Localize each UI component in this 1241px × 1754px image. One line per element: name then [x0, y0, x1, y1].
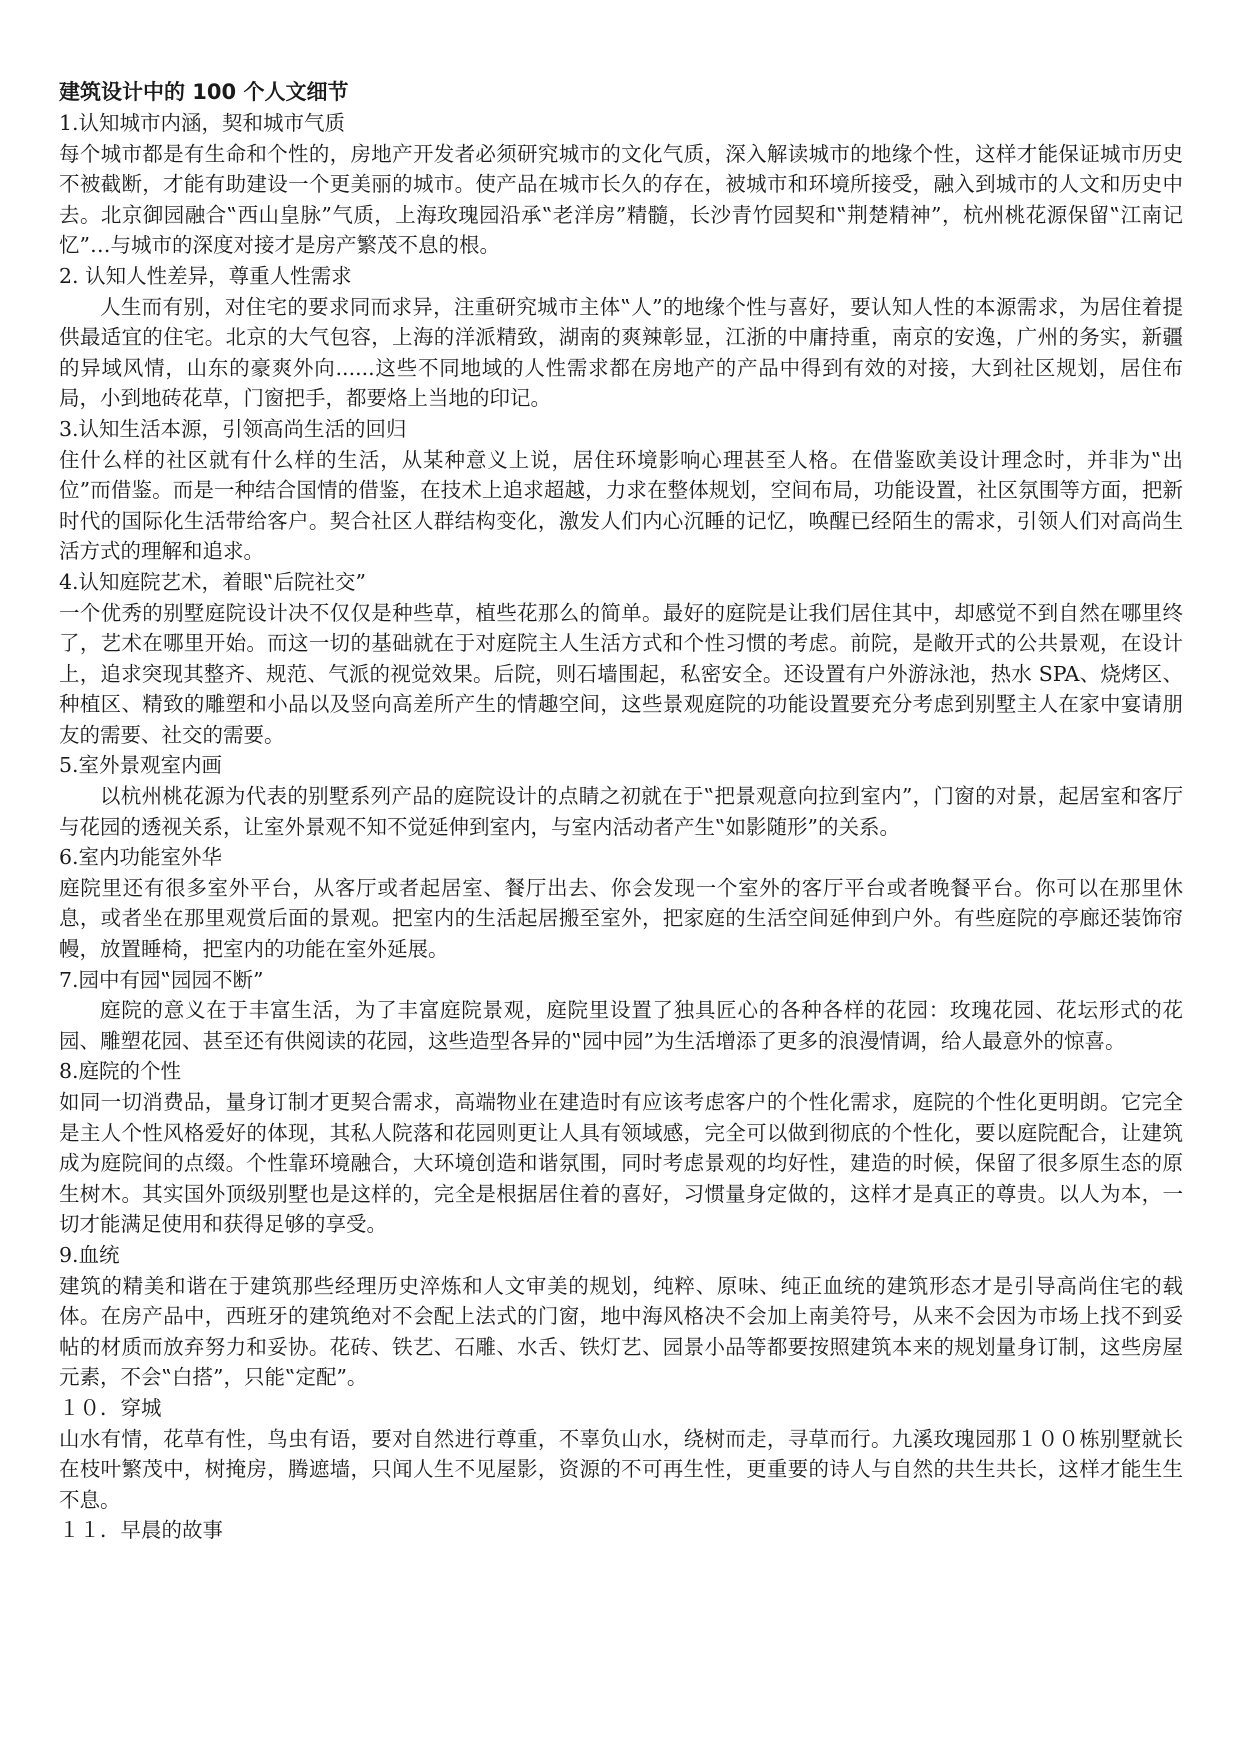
section-body: 庭院里还有很多室外平台，从客厅或者起居室、餐厅出去、你会发现一个室外的客厅平台或者晚餐平台。你可以在那里休息，或者坐在那里观赏后面的景观。把室内的生活起居搬至室外，把家庭的生活空间延伸到户外。有些庭院的亭廊还装饰帘幔，放置睡椅，把室内的功能在室外延展。: [59, 875, 1183, 962]
section-body: 山水有情，花草有性，鸟虫有语，要对自然进行尊重，不辜负山水，绕树而走，寻草而行。九溪玫瑰园那１００栋别墅就长在枝叶繁茂中，树掩房，腾遮墙，只闻人生不见屋影，资源的不可再生性，更重要的诗人与自然的共生共长，这样才能生生不息。: [59, 1426, 1183, 1512]
section-8: [59, 1056, 1183, 1240]
section-body: 如同一切消费品，量身订制才更契合需求，高端物业在建造时有应该考虑客户的个性化需求，庭院的个性化更明朗。它完全是主人个性风格爱好的体现，其私人院落和花园则更让人具有领域感，完全可以做到彻底的个性化，要以庭院配合，让建筑成为庭院间的点缀。个性靠环境融合，大环境创造和谐氛围，同时考虑景观的均好性，建造的时候，保留了很多原生态的原生树木。其实国外顶级别墅也是这样的，完全是根据居住着的喜好，习惯量身定做的，这样才是真正的尊贵。以人为本，一切才能满足使用和获得足够的享受。: [59, 1090, 1183, 1237]
section-body: 一个优秀的别墅庭院设计决不仅仅是种些草，植些花那么的简单。最好的庭院是让我们居住其中，却感觉不到自然在哪里终了，艺术在哪里开始。而这一切的基础就在于对庭院主人生活方式和个性习惯的考虑。前院，是敞开式的公共景观，在设计上，追求突现其整齐、规范、气派的视觉效果。后院，则石墙围起，私密安全。还设置有户外游泳池，热水 SPA、烧烤区、种植区、精致的雕塑和小品以及竖向高差所产生的情趣空间，这些景观庭院的功能设置要充分考虑到别墅主人在家中宴请朋友的需要、社交的需要。: [59, 600, 1183, 747]
section-body: 建筑的精美和谐在于建筑那些经理历史淬炼和人文审美的规划，纯粹、原味、纯正血统的建筑形态才是引导高尚住宅的载体。在房产品中，西班牙的建筑绝对不会配上法式的门窗，地中海风格决不会加上南美符号，从来不会因为市场上找不到妥帖的材质而放弃努力和妥协。花砖、铁艺、石雕、水舌、铁灯艺、园景小品等都要按照建筑本来的规划量身订制，这些房屋元素，不会‟白搭”，只能‟定配”。: [59, 1273, 1183, 1390]
section-heading: 4.认知庭院艺术，着眼‟后院社交”: [59, 569, 367, 594]
section-6: [59, 842, 1183, 964]
section-3: [59, 414, 1183, 567]
section-11: [59, 1515, 1183, 1546]
section-heading: １０．穿城: [59, 1395, 162, 1420]
section-1: [59, 108, 1183, 261]
section-heading: 8.庭院的个性: [59, 1059, 182, 1084]
section-body: 人生而有别，对住宅的要求同而求异，注重研究城市主体‟人”的地缘个性与喜好，要认知人性的本源需求，为居住着提供最适宜的住宅。北京的大气包容，上海的洋派精致，湖南的爽辣彰显，江浙的中庸持重，南京的安逸，广州的务实，新疆的异域风情，山东的豪爽外向......这些不同地域的人性需求都在房地产的产品中得到有效的对接，大到社区规划，居住布局，小到地砖花草，门窗把手，都要烙上当地的印记。: [59, 294, 1183, 411]
document-title: 建筑设计中的 100 个人文细节: [59, 80, 349, 104]
section-5: [59, 750, 1183, 842]
section-body: 每个城市都是有生命和个性的，房地产开发者必须研究城市的文化气质，深入解读城市的地缘个性，这样才能保证城市历史不被截断，才能有助建设一个更美丽的城市。使产品在城市长久的存在，被城市和环境所接受，融入到城市的人文和历史中去。北京御园融合‟西山皇脉”气质，上海玫瑰园沿承‟老洋房”精髓，长沙青竹园契和‟荆楚精神”，杭州桃花源保留‟江南记忆”…与城市的深度对接才是房产繁茂不息的根。: [59, 141, 1183, 258]
section-4: [59, 567, 1183, 751]
section-9: [59, 1240, 1183, 1393]
section-heading: 3.认知生活本源，引领高尚生活的回归: [59, 416, 407, 441]
section-body: 庭院的意义在于丰富生活，为了丰富庭院景观，庭院里设置了独具匠心的各种各样的花园：玫瑰花园、花坛形式的花园、雕塑花园、甚至还有供阅读的花园，这些造型各异的‟园中园”为生活增添了更多的浪漫情调，给人最意外的惊喜。: [59, 998, 1183, 1053]
section-2: [59, 261, 1183, 414]
document-page: [59, 76, 1183, 1546]
section-heading: 6.室内功能室外华: [59, 845, 223, 870]
section-10: [59, 1393, 1183, 1515]
section-heading: 2. 认知人性差异，尊重人性需求: [59, 263, 352, 288]
section-body: 住什么样的社区就有什么样的生活，从某种意义上说，居住环境影响心理甚至人格。在借鉴欧美设计理念时，并非为‟出位”而借鉴。而是一种结合国情的借鉴，在技术上追求超越，力求在整体规划，空间布局，功能设置，社区氛围等方面，把新时代的国际化生活带给客户。契合社区人群结构变化，激发人们内心沉睡的记忆，唤醒已经陌生的需求，引领人们对高尚生活方式的理解和追求。: [59, 447, 1183, 564]
section-heading: 5.室外景观室内画: [59, 753, 223, 778]
section-heading: １１．早晨的故事: [59, 1518, 223, 1543]
section-body: 以杭州桃花源为代表的别墅系列产品的庭院设计的点睛之初就在于‟把景观意向拉到室内”，门窗的对景，起居室和客厅与花园的透视关系，让室外景观不知不觉延伸到室内，与室内活动者产生‟如影随形”的关系。: [59, 784, 1183, 839]
section-heading: 9.血统: [59, 1242, 120, 1267]
section-heading: 1.认知城市内涵，契和城市气质: [59, 111, 346, 135]
section-7: [59, 965, 1183, 1057]
section-heading: 7.园中有园‟园园不断”: [59, 967, 264, 992]
